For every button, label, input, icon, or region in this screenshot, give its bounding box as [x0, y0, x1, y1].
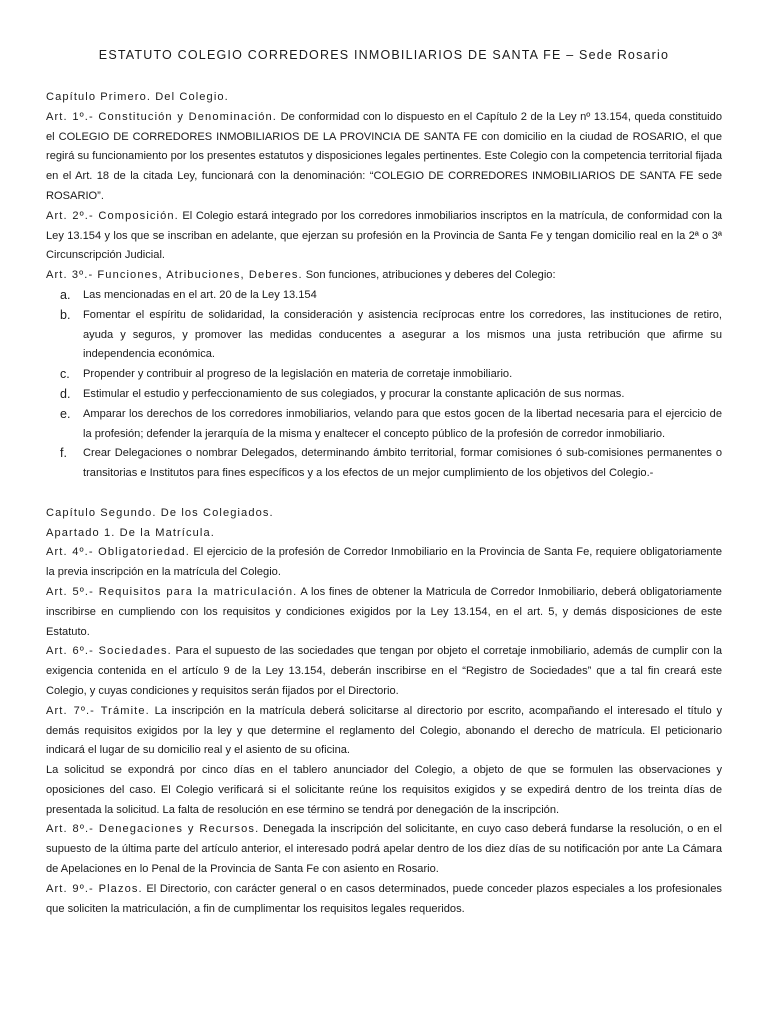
article-5-lead: Art. 5º.- Requisitos para la matriculación. [46, 585, 298, 598]
article-9-text: El Directorio, con carácter general o en casos determinados, puede conceder plazos especiales a los profesionales que soliciten la matriculación, a fin de cumplimentar los requisitos legales requeridos. [46, 882, 722, 915]
article-7-paragraph-2: La solicitud se expondrá por cinco días en el tablero anunciador del Colegio, a objeto de que se formulen las observaciones y oposiciones del caso. El Colegio verificará si el solicitante reúne los requisitos exigidos y se expedirá dentro de los treinta días de presentada la solicitud. La falta de resolución en ese término se tendrá por denegación de la inscripción. [46, 764, 722, 816]
list-item-text: Amparar los derechos de los corredores inmobiliarios, velando para que estos gocen de la libertad necesaria para el ejercicio de la profesión; defender la jerarquía de la misma y enaltecer el concepto público de la profesión de corredor inmobiliario. [83, 407, 722, 440]
list-marker: f. [60, 446, 67, 461]
article-8-text: Denegada la inscripción del solicitante, en cuyo caso deberá fundarse la resolución, o en el supuesto de la última parte del artículo anterior, el interesado podrá apelar dentro de los diez días de su notificación por ante La Cámara de Apelaciones en lo Penal de la Provincia de Santa Fe con asiento en Rosario. [46, 823, 723, 876]
chapter-1-heading: Capítulo Primero. Del Colegio. [46, 91, 229, 103]
article-1-text: De conformidad con lo dispuesto en el Capítulo 2 de la Ley nº 13.154, queda constituido el COLEGIO DE CORREDORES INMOBILIARIOS DE LA PROVINCIA DE SANTA FE con domicilio en la ciudad de ROSARIO, el que regirá su funcionamiento por los presentes estatutos y disposiciones legales pertinentes. Este Colegio con la competencia territorial fijada en el Art. 18 de la citada Ley, funcionará con la denominación: “COLEGIO DE CORREDORES INMOBILIARIOS DE SANTA FE sede ROSARIO”. [46, 110, 722, 202]
article-9-lead: Art. 9º.- Plazos. [46, 882, 143, 895]
list-item-text: Fomentar el espíritu de solidaridad, la consideración y asistencia recíprocas entre los corredores, las instituciones de retiro, ayuda y seguros, y promover las medidas conducentes a asegurar a los mismos una justa retribución que afirme su independencia económica. [83, 308, 722, 361]
document-title: ESTATUTO COLEGIO CORREDORES INMOBILIARIOS DE SANTA FE – Sede Rosario [98, 48, 670, 62]
list-item [60, 306, 722, 365]
list-marker: e. [60, 406, 71, 421]
list-marker: a. [60, 287, 71, 302]
article-5-text: A los fines de obtener la Matricula de Corredor Inmobiliario, deberá obligatoriamente inscribirse en cumpliendo con los requisitos y condiciones exigidos por la Ley 13.154, en el art. 5, y demás disposiciones de este Estatuto. [46, 585, 722, 638]
list-marker: c. [60, 367, 70, 382]
article-9 [46, 880, 722, 920]
chapter-2-heading: Capítulo Segundo. De los Colegiados. [46, 506, 274, 519]
article-7-text: La inscripción en la matrícula deberá solicitarse al directorio por escrito, acompañando el interesado el título y demás requisitos exigidos por la ley y que determine el reglamento del Colegio, abonando el derecho de matrícula. El peticionario indicará el lugar de su domicilio real y el asiento de su oficina. [46, 704, 722, 757]
article-8-lead: Art. 8º.- Denegaciones y Recursos. [46, 823, 260, 836]
section-spacer [46, 484, 722, 504]
article-1 [46, 108, 722, 207]
list-item-text: Las mencionadas en el art. 20 de la Ley 13.154 [83, 288, 317, 301]
article-1-lead: Art. 1º.- Constitución y Denominación. [46, 110, 277, 123]
list-marker: b. [60, 307, 71, 322]
article-6-text: Para el supuesto de las sociedades que tengan por objeto el corretaje inmobiliario, además de cumplir con la exigencia contenida en el artículo 9 de la Ley 13.154, deberán inscribirse en el “Registro de Sociedades” que a tal fin creará este Colegio, y cuyas condiciones y requisitos serán fijados por el Directorio. [46, 645, 722, 697]
article-3 [46, 266, 722, 286]
article-4-text: El ejercicio de la profesión de Corredor Inmobiliario en la Provincia de Santa Fe, requiere obligatoriamente la previa inscripción en la matrícula del Colegio. [46, 546, 722, 579]
list-item-text: Propender y contribuir al progreso de la legislación en materia de corretaje inmobiliario. [83, 368, 513, 381]
list-item [60, 365, 722, 385]
document-body [46, 88, 722, 919]
article-5 [46, 583, 722, 642]
article-2-text: El Colegio estará integrado por los corredores inmobiliarios inscriptos en la matrícula, de conformidad con la Ley 13.154 y los que se inscriban en adelante, que ejerzan su profesión en la Provincia de Santa Fe y tengan domicilio real en la 2ª o 3ª Circunscripción Judicial. [46, 209, 723, 262]
list-item-text: Estimular el estudio y perfeccionamiento de sus colegiados, y procurar la constante aplicación de sus normas. [83, 387, 625, 400]
article-8 [46, 820, 722, 879]
article-4-lead: Art. 4º.- Obligatoriedad. [46, 546, 190, 559]
article-2-lead: Art. 2º.- Composición. [46, 209, 179, 222]
article-2 [46, 207, 722, 266]
article-6-lead: Art. 6º.- Sociedades. [46, 645, 172, 658]
article-7-lead: Art. 7º.- Trámite. [46, 704, 150, 717]
list-item [60, 444, 722, 484]
article-3-lead: Art. 3º.- Funciones, Atribuciones, Deberes. [46, 269, 303, 282]
article-4 [46, 543, 722, 583]
article-3-text: Son funciones, atribuciones y deberes del Colegio: [302, 269, 556, 282]
list-item [60, 286, 722, 306]
list-item [60, 385, 722, 405]
list-item-text: Crear Delegaciones o nombrar Delegados, determinando ámbito territorial, formar comisiones ó sub-comisiones permanentes o transitorias e Institutos para fines específicos y a los efectos de un mejor cumplimiento de los objetivos del Colegio.- [83, 447, 722, 480]
list-item [60, 405, 722, 445]
article-6 [46, 642, 722, 701]
article-3-list [46, 286, 722, 484]
section-1-heading: Apartado 1. De la Matrícula. [46, 526, 215, 539]
article-7 [46, 702, 722, 761]
list-marker: d. [60, 386, 71, 401]
